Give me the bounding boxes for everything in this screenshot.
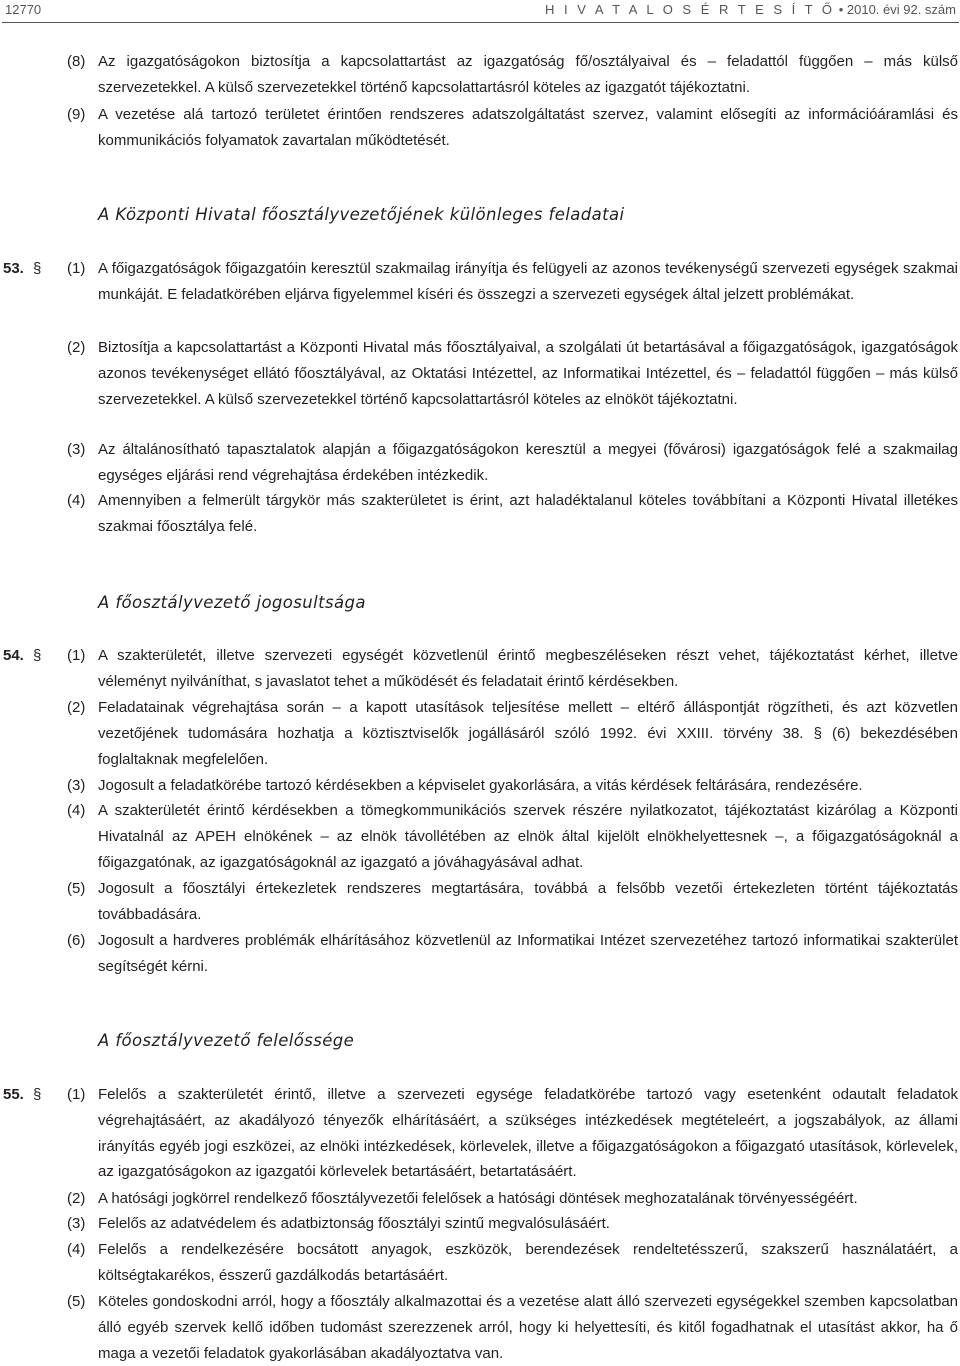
item-text: Jogosult a feladatkörébe tartozó kérdésekben a képviselet gyakorlására, a vitás kérdések feltárására, rendezésére. — [98, 777, 863, 794]
paragraph-item — [67, 437, 958, 489]
paragraph-item — [67, 1211, 958, 1237]
paragraph-item — [67, 1186, 958, 1212]
item-number: (3) — [67, 1215, 86, 1232]
running-header — [0, 0, 960, 22]
item-number: (3) — [67, 441, 86, 458]
paragraph-item — [67, 1289, 958, 1366]
bullet-separator: • — [838, 2, 844, 17]
item-text: Az általánosítható tapasztalatok alapján a főigazgatóságokon keresztül a megyei (fővárosi) igazgatóságok felé a szakmailag egységes eljárási rend végrehajtása érdekében intézkedik. — [98, 441, 958, 484]
item-text: Az igazgatóságokon biztosítja a kapcsolattartást az igazgatóság fő/osztályaival és – feladattól függően – más külső szervezetekkel. A külső szervezetekkel történő kapcsolattartásról köteles az igazgatót tájékoztatni. — [98, 53, 958, 96]
section-number — [3, 256, 24, 282]
item-number: (5) — [67, 880, 86, 897]
item-text: Biztosítja a kapcsolattartást a Központi Hivatal más főosztályaival, a szolgálati út betartásával a főigazgatóságok, igazgatóságok azonos tevékenységet ellátó főosztályával, az Oktatási Intézettel, az Informatikai Intézettel, és – feladattól függően – más külső szervezetekkel. A külső szervezetekkel történő kapcsolattartásról köteles az elnököt tájékoztatni. — [98, 339, 958, 408]
item-number: (6) — [67, 932, 86, 949]
paragraph-item — [67, 335, 958, 412]
section-heading: A főosztályvezető jogosultsága — [98, 593, 366, 612]
journal-title — [545, 2, 956, 17]
item-number: (9) — [67, 106, 86, 123]
item-number: (3) — [67, 777, 86, 794]
paragraph-sign: § — [33, 260, 42, 277]
header-rule — [2, 22, 959, 23]
item-text: A vezetése alá tartozó területet érintően rendszeres adatszolgáltatást szervez, valamint elősegíti az információáramlási és kommunikációs folyamatok zavartalan működtetését. — [98, 106, 958, 149]
section-heading: A Központi Hivatal főosztályvezetőjének különleges feladatai — [98, 205, 625, 224]
paragraph-item — [67, 488, 958, 540]
paragraph-item — [67, 1082, 958, 1185]
paragraph-item — [67, 695, 958, 772]
item-number: (2) — [67, 339, 86, 356]
item-number: (1) — [67, 1086, 86, 1103]
section-number — [3, 1082, 24, 1108]
page-number: 12770 — [5, 2, 42, 17]
item-text: Felelős a rendelkezésére bocsátott anyagok, eszközök, berendezések rendeltetésszerű, szakszerű használatáért, a költségtakarékos, ésszerű gazdálkodás betartásáért. — [98, 1241, 958, 1284]
item-number: (1) — [67, 647, 86, 664]
item-text: Jogosult a főosztályi értekezletek rendszeres megtartására, továbbá a felsőbb vezetői értekezleten történt tájékoztatás továbbadására. — [98, 880, 958, 923]
paragraph-sign: § — [33, 1086, 42, 1103]
item-number: (8) — [67, 53, 86, 70]
paragraph-item — [67, 876, 958, 928]
section-number-label: 54. — [3, 647, 24, 664]
issue-label: 2010. évi 92. szám — [846, 2, 956, 17]
item-text: A szakterületét érintő kérdésekben a tömegkommunikációs szervek részére nyilatkozatot, tájékoztatást kizárólag a Központi Hivatalnál az APEH elnökének – az elnök távollétében az elnök által kijelölt elnökhelyettesnek –, a főigazgatóságoknál a főigazgatónak, az igazgatóságoknál az igazgató a jóváhagyásával adhat. — [98, 802, 958, 871]
section-number — [3, 643, 24, 669]
item-text: A szakterületét, illetve szervezeti egységét közvetlenül érintő megbeszéléseken részt vehet, tájékoztatást kérhet, illetve véleményt nyilváníthat, s javaslatot tehet a működését és feladatait érintő kérdésekben. — [98, 647, 958, 690]
item-number: (4) — [67, 1241, 86, 1258]
section-heading: A főosztályvezető felelőssége — [98, 1031, 355, 1050]
paragraph-item — [67, 256, 958, 308]
item-number: (2) — [67, 699, 86, 716]
paragraph-sign: § — [33, 647, 42, 664]
item-text: Felelős a szakterületét érintő, illetve a szervezeti egysége feladatkörébe tartozó vagy esetenként odautalt feladatok végrehajtásáért, az akadályozó tényezők elhárításáért, a szükséges intézkedések megtételeért, a jogszabályok, az állami irányítás egyéb jogi eszközei, az elnöki intézkedések, körlevelek, illetve a főigazgatóságokon a főigazgató utasítások, körlevelek, az igazgatóságokon az igazgatói körlevelek betartásáért, betartatásáért. — [98, 1086, 958, 1181]
item-number: (5) — [67, 1293, 86, 1310]
paragraph-item — [67, 773, 958, 799]
paragraph-item — [67, 49, 958, 101]
paragraph-item — [67, 928, 958, 980]
section-number-label: 53. — [3, 260, 24, 277]
paragraph-item — [67, 102, 958, 154]
item-number: (2) — [67, 1190, 86, 1207]
item-number: (4) — [67, 492, 86, 509]
item-text: Amennyiben a felmerült tárgykör más szakterületet is érint, azt haladéktalanul köteles továbbítani a Központi Hivatal illetékes szakmai főosztálya felé. — [98, 492, 958, 535]
item-text: Jogosult a hardveres problémák elhárításához közvetlenül az Informatikai Intézet szervezetéhez tartozó informatikai szakterület segítségét kérni. — [98, 932, 958, 975]
item-text: Feladatainak végrehajtása során – a kapott utasítások teljesítése mellett – eltérő álláspontját rögzítheti, és azt közvetlen vezetőjének tudomására hozhatja a köztisztviselők jogállásáról szóló 1992. évi XXIII. törvény 38. § (6) bekezdésében foglaltaknak megfelelően. — [98, 699, 958, 768]
paragraph-item — [67, 643, 958, 695]
item-text: A főigazgatóságok főigazgatóin keresztül szakmailag irányítja és felügyeli az azonos tevékenységű szervezeti egységek szakmai munkáját. E feladatkörében eljárva figyelemmel kíséri és összegzi a szervezeti egységek által jelzett problémákat. — [98, 260, 958, 303]
item-text: Köteles gondoskodni arról, hogy a főosztály alkalmazottai és a vezetése alatt álló szervezeti egységekkel szemben kapcsolatban álló egyéb szervek kellő időben tudomást szerezzenek arról, hogy ki helyettesíti, és kitől fogadhatnak el utasítást akkor, ha ő maga a vezetői feladatok gyakorlásában akadályoztatva van. — [98, 1293, 958, 1362]
section-number-label: 55. — [3, 1086, 24, 1103]
item-number: (1) — [67, 260, 86, 277]
paragraph-item — [67, 1237, 958, 1289]
paragraph-item — [67, 798, 958, 875]
item-text: A hatósági jogkörrel rendelkező főosztályvezetői felelősek a hatósági döntések meghozatalának törvényességéért. — [98, 1190, 858, 1207]
item-number: (4) — [67, 802, 86, 819]
item-text: Felelős az adatvédelem és adatbiztonság főosztályi szintű megvalósulásáért. — [98, 1215, 610, 1232]
journal-name: H I V A T A L O S É R T E S Í T Ő — [545, 2, 836, 17]
